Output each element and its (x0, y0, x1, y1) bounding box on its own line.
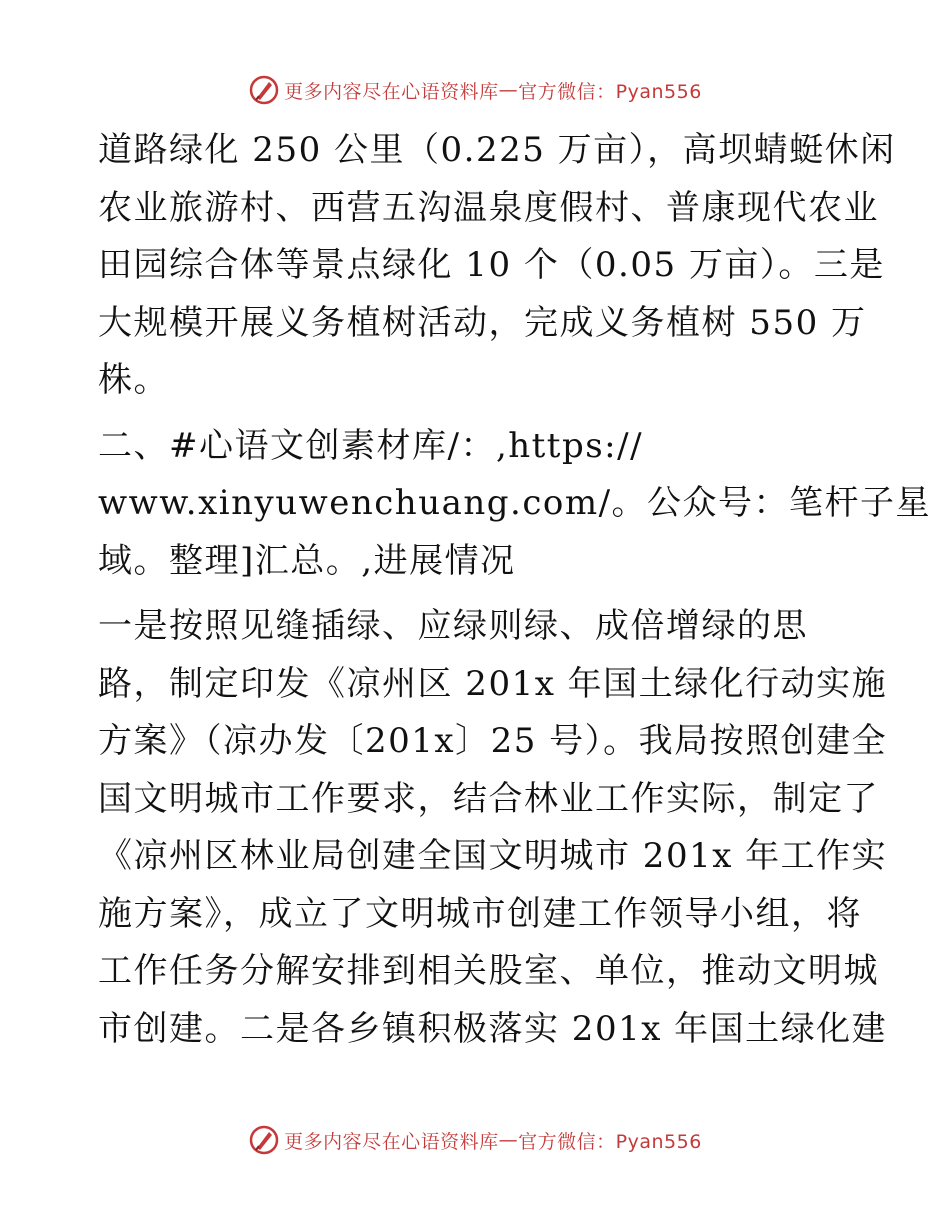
watermark-text: 更多内容尽在心语资料库 (284, 80, 499, 103)
watermark-text: 更多内容尽在心语资料库 (284, 1130, 499, 1153)
text-line: 国文明城市工作要求，结合林业工作实际，制定了 (98, 778, 879, 819)
text-line: 大规模开展义务植树活动，完成义务植树 550 万 (98, 302, 867, 343)
watermark-separator: — (498, 79, 519, 101)
text-line: 田园综合体等景点绿化 10 个（0.05 万亩）。三是 (98, 245, 885, 285)
text-line: 方案》（凉办发〔201x〕25 号）。我局按照创建全 (98, 721, 888, 761)
text-line: www.xinyuwenchuang.com/。公众号：笔杆子星 (98, 483, 932, 523)
quill-pen-logo-icon (248, 1124, 280, 1156)
paragraph-3 (98, 598, 888, 1058)
watermark-contact: 官方微信：Pyan556 (518, 80, 702, 103)
text-line: 域。整理]汇总。,进展情况 (98, 540, 516, 581)
watermark-header (0, 70, 950, 110)
text-line: 二、#心语文创素材库/：,https:// (98, 425, 644, 466)
document-body (98, 122, 932, 1058)
text-line: 农业旅游村、西营五沟温泉度假村、普康现代农业 (98, 187, 879, 228)
text-line: 工作任务分解安排到相关股室、单位，推动文明城 (98, 951, 879, 991)
paragraph-2 (98, 418, 932, 591)
watermark-footer (0, 1120, 950, 1160)
text-line: 一是按照见缝插绿、应绿则绿、成倍增绿的思 (98, 606, 808, 646)
watermark-separator: — (498, 1129, 519, 1151)
text-line: 株。 (98, 360, 169, 400)
quill-pen-logo-icon (248, 74, 280, 106)
text-line: 道路绿化 250 公里（0.225 万亩），高坝蜻蜓休闲 (98, 130, 896, 170)
paragraph-1 (98, 122, 896, 410)
text-line: 路，制定印发《凉州区 201x 年国土绿化行动实施 (98, 663, 888, 704)
text-line: 《凉州区林业局创建全国文明城市 201x 年工作实 (98, 836, 888, 876)
text-line: 施方案》，成立了文明城市创建工作领导小组，将 (98, 893, 862, 934)
watermark-contact: 官方微信：Pyan556 (518, 1130, 702, 1153)
text-line: 市创建。二是各乡镇积极落实 201x 年国土绿化建 (98, 1008, 888, 1049)
